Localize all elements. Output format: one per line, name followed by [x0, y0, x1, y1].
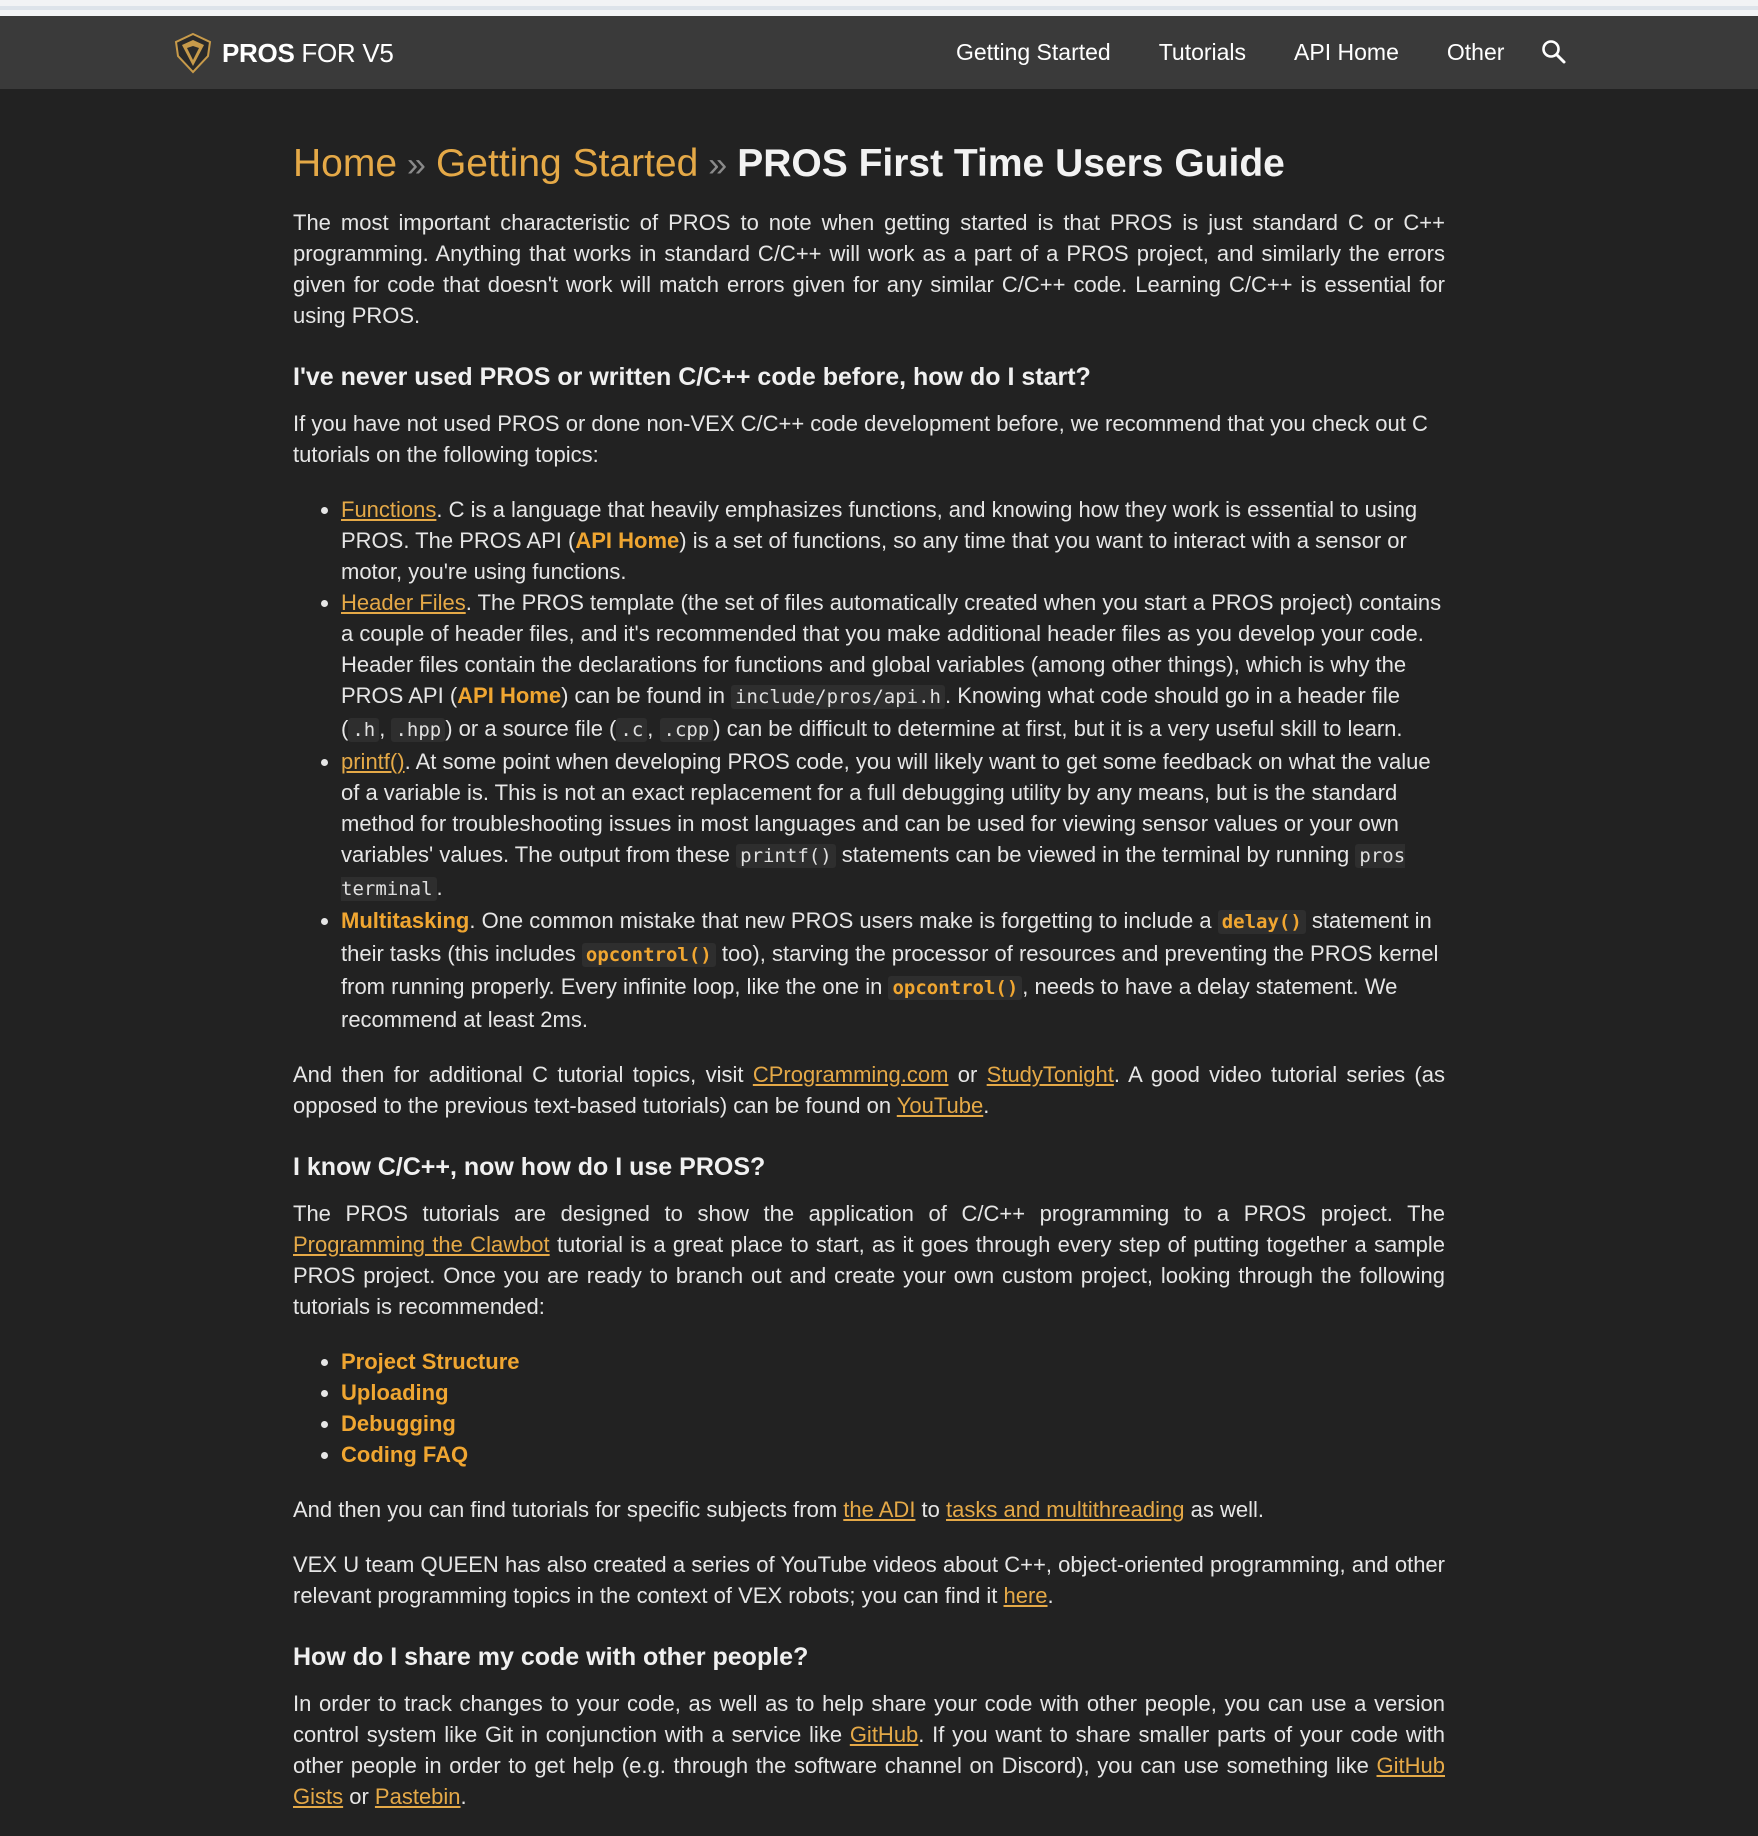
text-span: statements can be viewed in the terminal by running: [835, 842, 1356, 867]
nav-other[interactable]: Other: [1446, 39, 1505, 65]
main-content: [293, 130, 1445, 1836]
text-span: VEX U team QUEEN has also created a series of YouTube videos about C++, object-oriented programming, and other relevant programming topics in the context of VEX robots; you can find it: [293, 1552, 1445, 1608]
breadcrumb-separator: »: [708, 146, 728, 184]
text-span: . A good video tutorial series (as opposed to the previous text-based tutorials) can be found on: [293, 1062, 1445, 1118]
pastebin-link[interactable]: Pastebin: [374, 1784, 461, 1809]
top-strip-line: [0, 6, 1758, 10]
nav-tutorials[interactable]: Tutorials: [1158, 39, 1247, 65]
code-inline: include/pros/api.h: [731, 685, 945, 709]
text-span: ) or a source file (: [445, 716, 617, 741]
text-span: ) is a set of functions, so any time that you want to interact with a sensor or motor, you're using functions.: [341, 528, 1407, 584]
text-span: .: [983, 1093, 990, 1118]
youtube-link[interactable]: YouTube: [896, 1093, 984, 1118]
code-inline: .hpp: [391, 718, 445, 742]
uploading-link[interactable]: Uploading: [341, 1380, 449, 1405]
text-span: as well.: [1184, 1497, 1264, 1522]
text-span: And then you can find tutorials for specific subjects from: [293, 1497, 844, 1522]
text-span: tutorial is a great place to start, as it goes through every step of putting together a sample PROS project. Once you are ready to branch out and create your own custom project, looking through the following tutorials is recommended:: [293, 1232, 1445, 1319]
additional-tutorials-paragraph: [293, 1059, 1445, 1121]
browser-top-strip: [0, 0, 1758, 16]
text-span: .: [436, 875, 443, 900]
page-title: PROS First Time Users Guide: [737, 142, 1285, 185]
text-span: ,: [379, 716, 392, 741]
pros-logo-icon: [172, 32, 214, 74]
text-span: .: [460, 1784, 467, 1809]
github-link[interactable]: GitHub: [849, 1722, 919, 1747]
code-inline: pros terminal: [341, 845, 1406, 900]
list-item: [341, 494, 1445, 587]
code-link-delay[interactable]: delay(): [1218, 910, 1306, 934]
text-span: . One common mistake that new PROS users make is forgetting to include a: [469, 908, 1218, 933]
topics-list: [293, 494, 1445, 1035]
text-span: . At some point when developing PROS code, you will likely want to get some feedback on what the value of a variable is. This is not an exact replacement for a full debugging utility by any means, but is the standard method for troubleshooting issues in most languages and can be used for viewing sensor values or your own variables' values. The output from these: [341, 749, 1431, 867]
text-span: .: [1047, 1583, 1054, 1608]
section-start-lead: If you have not used PROS or done non-VEX C/C++ code development before, we recommend that you check out C tutorials on the following topics:: [293, 411, 1428, 467]
navbar: [0, 16, 1758, 89]
text-span: ) can be difficult to determine at first, but it is a very useful skill to learn.: [713, 716, 1403, 741]
text-span: statement in their tasks (this includes: [341, 908, 1432, 966]
code-inline: .h: [348, 718, 379, 742]
tutorials-list: [293, 1346, 1445, 1470]
breadcrumb-home[interactable]: Home: [293, 142, 398, 185]
text-span: The PROS tutorials are designed to show the application of C/C++ programming to a PROS project. The: [293, 1201, 1445, 1226]
coding-faq-link[interactable]: Coding FAQ: [341, 1442, 469, 1467]
header-files-link[interactable]: Header Files: [341, 590, 466, 615]
intro-paragraph: The most important characteristic of PROS to note when getting started is that PROS is just standard C or C++ programming. Anything that works in standard C/C++ will work as a part of a PROS project, and similarly the errors given for code that doesn't work will match errors given for any similar C/C++ code. Learning C/C++ is essential for using PROS.: [293, 210, 1445, 328]
cprogramming-link[interactable]: CProgramming.com: [752, 1062, 949, 1087]
text-span: or: [343, 1784, 375, 1809]
text-span: ) can be found in: [561, 683, 732, 708]
text-span: too), starving the processor of resources and preventing the PROS kernel from running properly. Every infinite loop, like the one in: [341, 941, 1439, 999]
nav-links: [956, 16, 1552, 89]
code-inline: .c: [616, 718, 647, 742]
debugging-link[interactable]: Debugging: [341, 1411, 456, 1436]
text-span: . The PROS template (the set of files automatically created when you start a PROS project) contains a couple of header files, and it's recommended that you make additional header files as you develop your code. Header files contain the declarations for functions and global variables (among other things), which is why the PROS API (: [341, 590, 1442, 708]
section-heading-share: How do I share my code with other people?: [293, 1643, 809, 1671]
clawbot-link[interactable]: Programming the Clawbot: [293, 1232, 550, 1257]
list-item: [341, 746, 1445, 905]
adi-link[interactable]: the ADI: [843, 1497, 916, 1522]
list-item: [341, 1408, 1445, 1439]
studytonight-link[interactable]: StudyTonight: [986, 1062, 1114, 1087]
text-span: , needs to have a delay statement. We recommend at least 2ms.: [341, 974, 1398, 1032]
brand-name-strong: PROS: [222, 37, 295, 68]
list-item: [341, 905, 1445, 1035]
breadcrumb-getting-started[interactable]: Getting Started: [435, 142, 699, 185]
code-inline: printf(): [736, 844, 836, 868]
use-pros-paragraph: [293, 1198, 1445, 1322]
list-item: [341, 1346, 1445, 1377]
multithreading-link[interactable]: tasks and multithreading: [946, 1497, 1185, 1522]
queen-videos-paragraph: [293, 1549, 1445, 1611]
share-code-paragraph: [293, 1688, 1445, 1812]
text-span: to: [915, 1497, 947, 1522]
code-inline: .cpp: [660, 718, 714, 742]
brand-name-rest: FOR V5: [294, 37, 394, 68]
list-item: [341, 1377, 1445, 1408]
multitasking-link[interactable]: Multitasking: [341, 908, 470, 933]
breadcrumb-separator: »: [407, 146, 426, 184]
brand-logo-link[interactable]: [172, 32, 394, 74]
text-span: or: [948, 1062, 987, 1087]
section-heading-start: I've never used PROS or written C/C++ code before, how do I start?: [293, 363, 1091, 391]
api-home-link[interactable]: API Home: [457, 683, 562, 708]
queen-videos-link[interactable]: here: [1003, 1583, 1048, 1608]
brand-name: [222, 38, 394, 69]
list-item: [341, 587, 1445, 746]
breadcrumb: [293, 130, 1445, 199]
api-home-link[interactable]: API Home: [575, 528, 680, 553]
specific-subjects-paragraph: [293, 1494, 1445, 1525]
functions-link[interactable]: Functions: [341, 497, 437, 522]
text-span: ,: [647, 716, 660, 741]
text-span: In order to track changes to your code, as well as to help share your code with other people, you can use a version control system like Git in conjunction with a service like: [293, 1691, 1445, 1747]
printf-link[interactable]: printf(): [341, 749, 405, 774]
text-span: . If you want to share smaller parts of your code with other people in order to get help (e.g. through the software channel on Discord), you can use something like: [293, 1722, 1445, 1778]
nav-api-home[interactable]: API Home: [1294, 39, 1399, 65]
nav-getting-started[interactable]: Getting Started: [956, 39, 1111, 65]
text-span: . Knowing what code should go in a header file (: [341, 683, 1400, 741]
text-span: . C is a language that heavily emphasizes functions, and knowing how they work is essential to using PROS. The PROS API (: [341, 497, 1418, 553]
code-link-opcontrol[interactable]: opcontrol(): [582, 943, 716, 967]
code-link-opcontrol[interactable]: opcontrol(): [888, 976, 1022, 1000]
section-heading-use-pros: I know C/C++, now how do I use PROS?: [293, 1153, 766, 1181]
project-structure-link[interactable]: Project Structure: [341, 1349, 520, 1374]
search-icon[interactable]: [1540, 38, 1568, 66]
list-item: [341, 1439, 1445, 1470]
github-gists-link[interactable]: GitHub Gists: [293, 1753, 1445, 1809]
text-span: And then for additional C tutorial topics, visit: [293, 1062, 753, 1087]
